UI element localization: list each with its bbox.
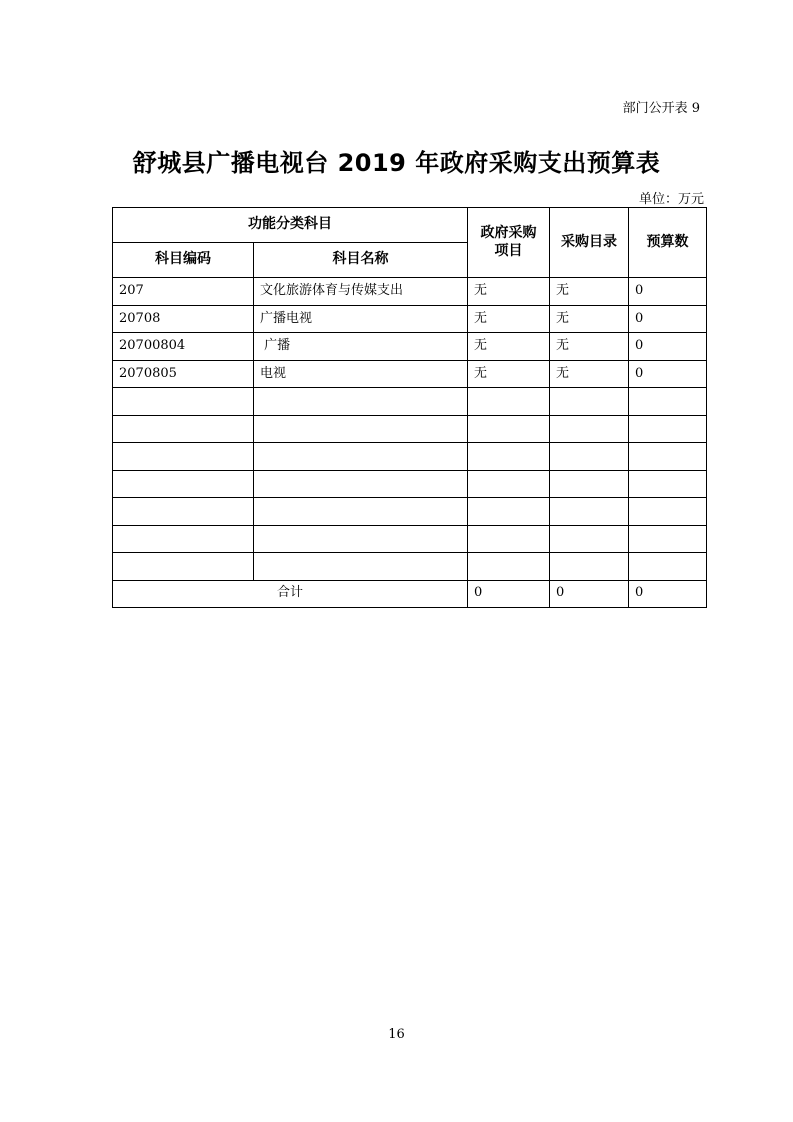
empty-row [113, 388, 707, 416]
budget-amount-cell: 0 [629, 333, 707, 361]
header-budget-amount: 预算数 [629, 208, 707, 278]
total-procurement-project: 0 [468, 580, 550, 607]
budget-amount-cell: 0 [629, 305, 707, 333]
page-number: 16 [388, 1027, 405, 1042]
table-row [113, 333, 707, 361]
subject-name-cell: 文化旅游体育与传媒支出 [254, 278, 468, 306]
budget-amount-cell: 0 [629, 360, 707, 388]
subject-name-cell: 电视 [254, 360, 468, 388]
table-number: 部门公开表 9 [622, 101, 700, 116]
total-procurement-catalog: 0 [550, 580, 629, 607]
header-functional-category: 功能分类科目 [113, 208, 468, 243]
header-procurement-project [468, 208, 550, 278]
subject-code-cell: 20708 [113, 305, 254, 333]
empty-row [113, 525, 707, 553]
subject-code-cell: 2070805 [113, 360, 254, 388]
budget-table [112, 207, 707, 608]
procurement-project-cell: 无 [468, 333, 550, 361]
total-budget-amount: 0 [629, 580, 707, 607]
empty-row [113, 498, 707, 526]
procurement-catalog-cell: 无 [550, 278, 629, 306]
budget-amount-cell: 0 [629, 278, 707, 306]
total-row [113, 580, 707, 607]
procurement-catalog-cell: 无 [550, 333, 629, 361]
subject-code-cell: 20700804 [113, 333, 254, 361]
total-label: 合计 [113, 580, 468, 607]
procurement-catalog-cell: 无 [550, 360, 629, 388]
document-title: 舒城县广播电视台 2019 年政府采购支出预算表 [132, 149, 661, 177]
subject-code-cell: 207 [113, 278, 254, 306]
subject-name-cell: 广播 [254, 333, 468, 361]
empty-row [113, 470, 707, 498]
table-row [113, 305, 707, 333]
header-procurement-catalog: 采购目录 [550, 208, 629, 278]
procurement-project-cell: 无 [468, 305, 550, 333]
header-subject-code: 科目编码 [113, 243, 254, 278]
procurement-catalog-cell: 无 [550, 305, 629, 333]
procurement-project-cell: 无 [468, 278, 550, 306]
empty-row [113, 415, 707, 443]
empty-row [113, 443, 707, 471]
procurement-project-cell: 无 [468, 360, 550, 388]
unit-label: 单位：万元 [638, 192, 704, 207]
subject-name-cell: 广播电视 [254, 305, 468, 333]
header-subject-name: 科目名称 [254, 243, 468, 278]
header-procurement-project-label: 政府采购项目 [480, 225, 537, 259]
empty-row [113, 553, 707, 581]
table-row [113, 360, 707, 388]
table-row [113, 278, 707, 306]
